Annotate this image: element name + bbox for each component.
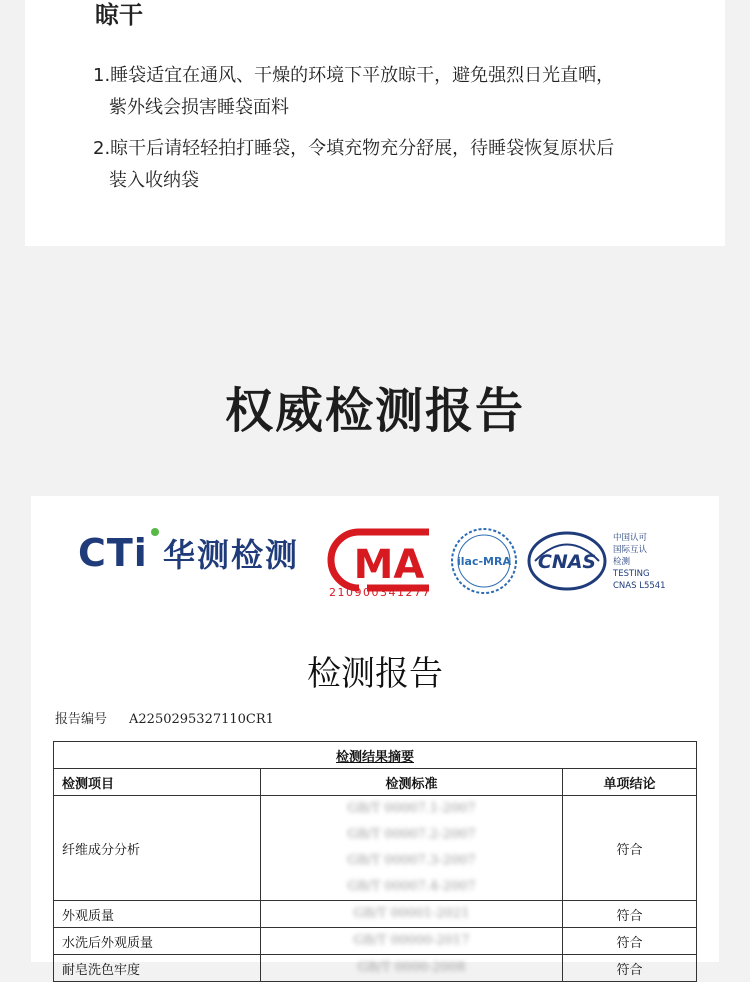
row-standards — [261, 928, 563, 955]
results-summary-table — [53, 741, 697, 982]
cnas-side-line: TESTING — [613, 569, 650, 579]
row-conclusion: 符合 — [563, 928, 697, 955]
report-number — [55, 708, 274, 727]
cnas-side-line: 检测 — [613, 557, 631, 567]
standard-code: GB/T 00007.4-2007 — [347, 879, 476, 894]
report-title: 检测报告 — [307, 654, 443, 694]
instruction-2-line1: 2.晾干后请轻轻拍打睡袋，令填充物充分舒展，待睡袋恢复原状后 — [93, 138, 615, 159]
table-row — [54, 955, 697, 982]
standard-code: GB/T 00001-2021 — [353, 906, 470, 921]
row-standards — [261, 796, 563, 901]
instruction-item-2 — [93, 133, 693, 197]
cti-logo-text: CTi — [78, 531, 148, 575]
standard-code: GB/T 00007.2-2007 — [347, 827, 476, 842]
cti-logo — [78, 530, 299, 576]
row-conclusion: 符合 — [563, 955, 697, 982]
row-item: 水洗后外观质量 — [54, 928, 261, 955]
ilac-logo-text: ilac-MRA — [457, 555, 511, 568]
report-number-label: 报告编号 — [55, 712, 108, 727]
instruction-2-line2: 装入收纳袋 — [109, 170, 199, 191]
cti-dot-icon — [151, 528, 159, 536]
section-title: 晾干 — [95, 1, 143, 29]
instruction-1-line1: 1.睡袋适宜在通风、干燥的环境下平放晾干，避免强烈日光直晒， — [93, 65, 615, 86]
header-conclusion: 单项结论 — [563, 769, 697, 796]
table-row — [54, 796, 697, 901]
test-report-image — [31, 496, 719, 978]
cnas-logo-icon — [527, 530, 607, 592]
certification-logos — [31, 496, 719, 636]
cma-logo-text: MA — [353, 542, 425, 588]
table-caption: 检测结果摘要 — [54, 742, 697, 769]
table-row — [54, 928, 697, 955]
row-conclusion: 符合 — [563, 901, 697, 928]
header-item: 检测项目 — [54, 769, 261, 796]
instruction-item-1 — [93, 60, 693, 124]
header-standard: 检测标准 — [261, 769, 563, 796]
standard-code: GB/T 00000-2017 — [353, 933, 470, 948]
row-standards — [261, 901, 563, 928]
row-item: 耐皂洗色牢度 — [54, 955, 261, 982]
row-standards — [261, 955, 563, 982]
cnas-side-text — [613, 532, 666, 592]
cnas-side-line: CNAS L5541 — [613, 581, 666, 591]
ilac-mra-logo-icon — [449, 526, 519, 596]
report-section-heading: 权威检测报告 — [224, 383, 525, 439]
cma-number: 210900341277 — [329, 586, 431, 599]
drying-instructions-card — [25, 0, 725, 246]
cnas-side-line: 国际互认 — [613, 545, 648, 555]
instruction-1-line2: 紫外线会损害睡袋面料 — [109, 97, 289, 118]
cnas-logo-text: CNAS — [537, 551, 597, 573]
cnas-side-line: 中国认可 — [613, 533, 648, 543]
row-conclusion: 符合 — [563, 796, 697, 901]
row-item: 外观质量 — [54, 901, 261, 928]
cti-logo-cn: 华测检测 — [162, 536, 299, 574]
standard-code: GB/T 0000-2008 — [357, 960, 466, 975]
report-number-value: A2250295327110CR1 — [129, 712, 274, 727]
standard-code: GB/T 00007.1-2007 — [347, 801, 476, 816]
row-item: 纤维成分分析 — [54, 796, 261, 901]
table-row — [54, 901, 697, 928]
standard-code: GB/T 00007.3-2007 — [347, 853, 476, 868]
